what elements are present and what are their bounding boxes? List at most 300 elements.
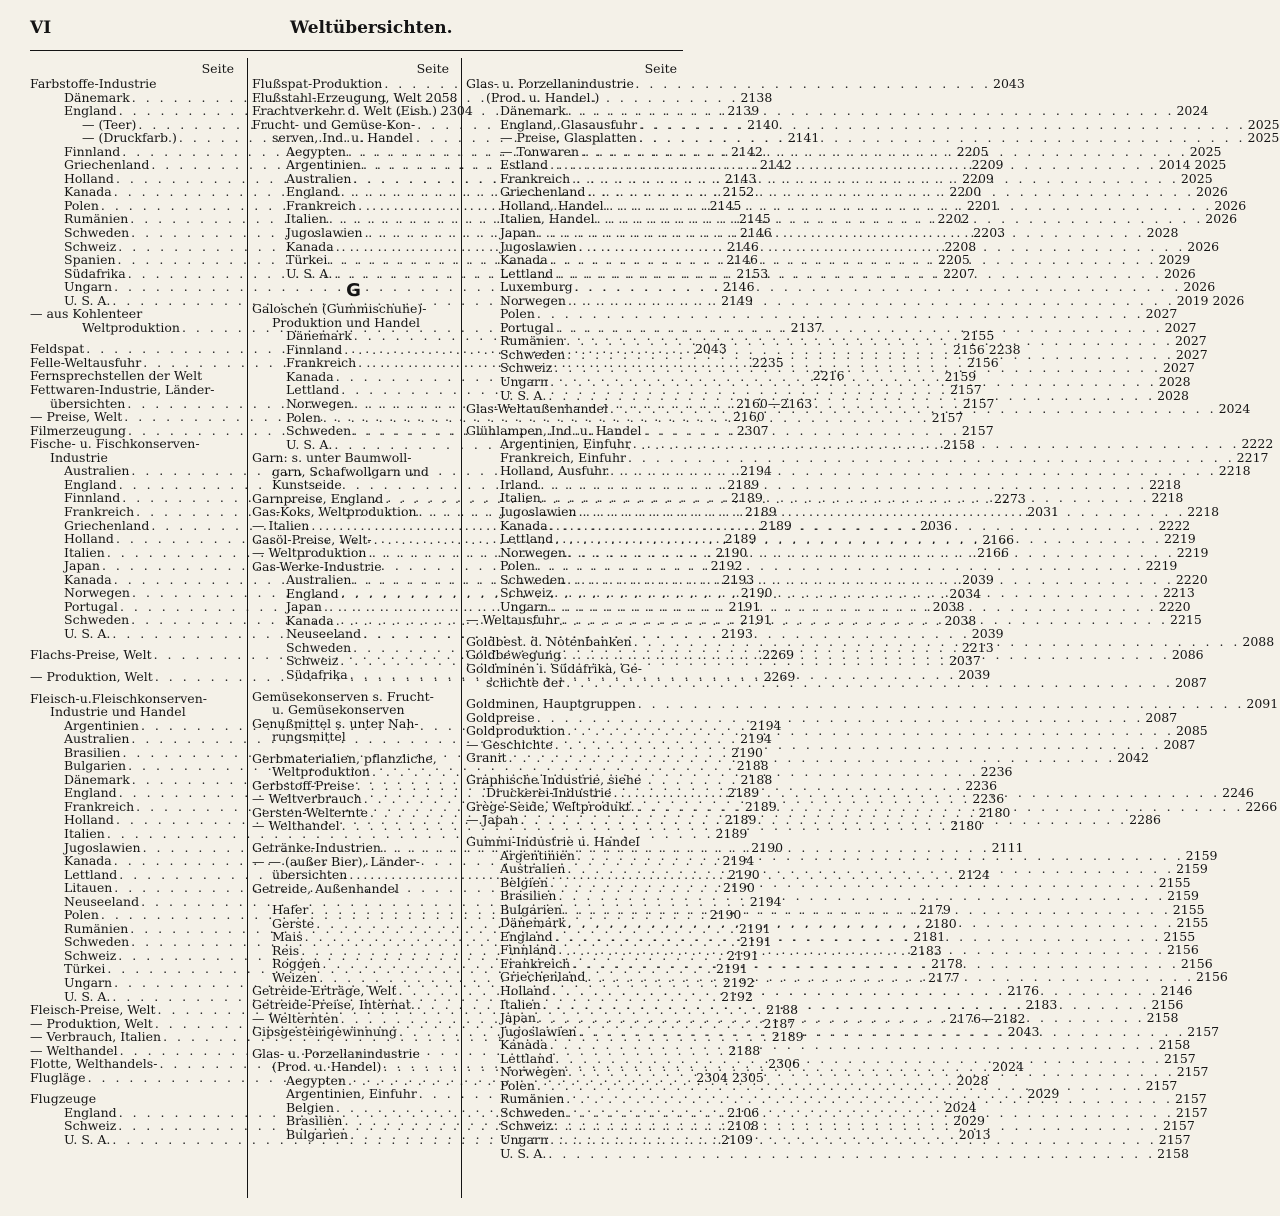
page-reference: 2157 bbox=[962, 396, 995, 412]
entry-label: Schweden bbox=[64, 934, 130, 950]
entry-label: Glühlampen, Ind. u. Handel bbox=[466, 422, 642, 438]
dot-leader bbox=[606, 199, 1213, 213]
page-reference: 2304 2305 bbox=[696, 1069, 764, 1085]
dot-leader bbox=[579, 1025, 1186, 1039]
index-entry bbox=[30, 383, 240, 397]
index-entry bbox=[252, 1047, 455, 1061]
page-reference: 2146 bbox=[726, 252, 759, 268]
entry-label: Holland bbox=[64, 170, 114, 186]
entry-label: Finnland bbox=[64, 143, 121, 159]
entry-label: Granit bbox=[466, 750, 507, 766]
entry-label: Argentinien bbox=[500, 847, 575, 863]
entry-label: Argentinien, Einfuhr bbox=[286, 1086, 417, 1102]
dot-leader bbox=[558, 943, 1165, 957]
page-reference: 2028 bbox=[1146, 225, 1179, 241]
page-reference: 2187 bbox=[763, 1015, 796, 1031]
entry-label: Türkei bbox=[286, 252, 328, 268]
entry-label: Portugal bbox=[64, 598, 118, 614]
page-reference: 2038 bbox=[944, 612, 977, 628]
entry-label: Polen bbox=[64, 907, 99, 923]
page-reference: 2213 bbox=[1162, 585, 1195, 601]
entry-label: Schweiz bbox=[286, 653, 339, 669]
page-reference: 2157 bbox=[961, 423, 994, 439]
entry-label: England bbox=[64, 103, 117, 119]
page-reference: 2220 bbox=[1175, 571, 1208, 587]
entry-label: Südafrika bbox=[64, 265, 126, 281]
column-header: Seite bbox=[416, 61, 449, 76]
entry-label: Polen bbox=[286, 409, 321, 425]
index-entry bbox=[252, 560, 455, 574]
entry-label: Kanada bbox=[500, 1037, 548, 1053]
entry-label: Schweden bbox=[500, 1104, 566, 1120]
page-reference: 2158 bbox=[1158, 1037, 1191, 1053]
entry-label: Bulgarien bbox=[500, 901, 563, 917]
index-entry bbox=[466, 449, 1269, 465]
entry-label: England, Glasausfuhr bbox=[500, 116, 638, 132]
entry-label: Japan bbox=[500, 225, 536, 241]
page-reference: 2019 2026 bbox=[1176, 292, 1245, 308]
page-reference: 2026 bbox=[1187, 238, 1220, 254]
entry-label: Getreide-Preise, Internat. bbox=[252, 997, 415, 1012]
entry-label: Frankreich, Einfuhr bbox=[500, 449, 626, 465]
entry-label: U. S. A. bbox=[500, 1145, 547, 1161]
page-reference: 2190 bbox=[731, 744, 763, 760]
dot-leader bbox=[566, 334, 1173, 348]
page-reference: 2027 bbox=[1175, 346, 1208, 362]
entry-label: Rumänien bbox=[500, 333, 565, 349]
page-reference: 2166 bbox=[977, 545, 1009, 561]
entry-label: Frankreich bbox=[64, 798, 135, 814]
entry-label: Fleisch-Preise, Welt bbox=[30, 1002, 156, 1018]
page-reference: 2219 bbox=[1176, 544, 1209, 560]
page-reference: 2190 bbox=[751, 839, 784, 855]
page-reference: 2091 bbox=[1246, 696, 1279, 712]
page-reference: 2142 bbox=[730, 143, 763, 159]
entry-label: Neuseeland bbox=[286, 626, 362, 642]
dot-leader bbox=[633, 437, 1240, 451]
page-reference: 2236 bbox=[980, 764, 1013, 780]
dot-leader bbox=[568, 546, 1175, 560]
page-reference: 2025 bbox=[1189, 143, 1222, 159]
entry-label: Frankreich bbox=[500, 955, 571, 971]
index-entry bbox=[466, 77, 683, 91]
index-entry bbox=[466, 1145, 1189, 1161]
column-header: Seite bbox=[201, 61, 234, 76]
page-reference: 2191 bbox=[716, 961, 748, 977]
page-reference: 2213 bbox=[961, 639, 994, 655]
entry-label: Aegypten bbox=[286, 1072, 346, 1088]
page-reference: 2192 bbox=[721, 988, 753, 1004]
page-reference: 2024 bbox=[944, 1099, 977, 1115]
entry-label: Getränke-Industrien bbox=[252, 839, 381, 855]
page-reference: 2307 bbox=[736, 422, 769, 438]
page-reference: 2200 bbox=[949, 184, 982, 200]
index-entry bbox=[466, 91, 683, 105]
page-reference: 2146 bbox=[1160, 983, 1193, 998]
entry-label: Kanada bbox=[286, 368, 334, 384]
dot-leader bbox=[639, 118, 1246, 132]
page-reference: 2014 2025 bbox=[1158, 157, 1227, 173]
dot-leader bbox=[548, 389, 1155, 403]
entry-label: Italien bbox=[500, 996, 541, 1012]
dot-leader bbox=[638, 697, 1245, 711]
entry-label: Schweden bbox=[286, 423, 352, 439]
entry-label: Schweiz bbox=[64, 238, 117, 254]
page-reference: 2203 bbox=[973, 225, 1006, 241]
page-reference: 2190 bbox=[722, 880, 755, 896]
entry-label: Japan bbox=[286, 599, 322, 615]
entry-label: Australien bbox=[64, 463, 130, 479]
entry-label: Felle-Weltausfuhr bbox=[30, 354, 142, 370]
entry-label: — (Teer) bbox=[82, 116, 137, 132]
entry-label: Griechenland bbox=[64, 517, 150, 533]
dot-leader bbox=[579, 505, 1186, 519]
page-reference: 2142 bbox=[760, 157, 792, 173]
entry-label: England bbox=[286, 585, 339, 601]
page-reference: 2189 bbox=[771, 1029, 804, 1045]
entry-label: Ungarn bbox=[500, 598, 549, 614]
entry-label: — (Druckfarb.) bbox=[82, 130, 177, 146]
dot-leader bbox=[537, 711, 1144, 725]
index-entry bbox=[252, 89, 458, 105]
entry-label: Reis bbox=[272, 942, 300, 958]
entry-label: Lettland bbox=[500, 531, 554, 547]
entry-label: Australien bbox=[64, 731, 130, 747]
page-reference: 2038 bbox=[932, 599, 965, 615]
entry-label: Lettland bbox=[500, 1050, 554, 1066]
entry-label: Fettwaren-Industrie, Länder- bbox=[30, 382, 215, 398]
entry-label: Produktion und Handel bbox=[272, 314, 420, 330]
page-reference: 2039 bbox=[971, 626, 1004, 642]
entry-label: Japan bbox=[500, 1010, 536, 1026]
page-reference: 2188 bbox=[740, 771, 773, 787]
page-reference: 2039 bbox=[958, 666, 991, 682]
page-reference: 2027 bbox=[1162, 360, 1195, 376]
page-reference: 2088 bbox=[1242, 633, 1275, 649]
page-reference: 2189 bbox=[724, 812, 757, 828]
entry-label: Norwegen bbox=[286, 396, 352, 412]
entry-label: Jugoslawien bbox=[286, 225, 363, 241]
page-reference: 2145 bbox=[709, 197, 742, 213]
index-entry bbox=[252, 690, 455, 704]
index-entry bbox=[252, 478, 455, 492]
entry-label: Gemüsekonserven s. Frucht- bbox=[252, 688, 434, 704]
page-reference: 2191 bbox=[739, 934, 772, 950]
page-reference: 2220 bbox=[1158, 598, 1191, 614]
entry-label: Frankreich bbox=[500, 170, 571, 186]
page-reference: 2157 bbox=[1174, 1091, 1207, 1107]
column-header: Seite bbox=[644, 61, 677, 76]
entry-label: Genußmittel s. unter Nah- bbox=[252, 715, 419, 731]
entry-label: England bbox=[64, 476, 117, 492]
index-entry bbox=[252, 752, 455, 766]
dot-leader bbox=[567, 573, 1174, 587]
entry-label: Schweden bbox=[64, 612, 130, 628]
page-reference: 2189 bbox=[730, 490, 763, 506]
page-reference: 2042 bbox=[1117, 750, 1149, 766]
page-reference: 2029 bbox=[953, 1113, 985, 1129]
page-reference: 2273 bbox=[993, 490, 1026, 506]
page-reference: 2086 bbox=[1171, 647, 1204, 663]
entry-label: Schweiz bbox=[500, 1118, 553, 1134]
entry-label: Garn: s. unter Baumwoll- bbox=[252, 450, 412, 466]
entry-label: Brasilien bbox=[500, 888, 557, 904]
page-reference: 2269 bbox=[762, 647, 795, 663]
entry-label: — Produktion, Welt bbox=[30, 1015, 153, 1031]
page-reference: 2194 bbox=[749, 717, 782, 733]
page-reference: 2218 bbox=[1187, 503, 1220, 519]
page-reference: 2179 bbox=[919, 902, 951, 918]
page-reference: 2028 bbox=[1158, 374, 1191, 390]
entry-label: Farbstoffe-Industrie bbox=[30, 76, 157, 91]
page-reference: 2205 bbox=[938, 252, 970, 268]
dot-leader bbox=[558, 889, 1165, 903]
page-reference: 2157 bbox=[1176, 1064, 1209, 1080]
entry-label: Kanada bbox=[500, 252, 548, 268]
entry-label: Glas- u. Porzellanindustrie bbox=[466, 76, 634, 91]
entry-label: Australien bbox=[500, 861, 566, 877]
page-reference: 2155 bbox=[1172, 901, 1205, 917]
index-entry bbox=[30, 705, 240, 719]
dot-leader bbox=[567, 724, 1174, 738]
page-reference: 2194 bbox=[722, 853, 755, 869]
page-reference: 2138 bbox=[740, 89, 773, 105]
entry-label: Gerste bbox=[272, 915, 315, 931]
dot-leader bbox=[567, 1106, 1174, 1120]
entry-label: Finnland bbox=[500, 942, 557, 958]
entry-label: Belgien bbox=[500, 874, 549, 890]
page-reference: 2191 bbox=[739, 612, 772, 628]
dot-leader bbox=[556, 321, 1163, 335]
page-reference: 2208 bbox=[944, 238, 977, 254]
page-reference: 2141 bbox=[787, 130, 820, 146]
index-entry bbox=[30, 451, 240, 465]
page-reference: 2025 bbox=[1180, 170, 1213, 186]
entry-label: Weltproduktion bbox=[272, 764, 370, 780]
index-entry bbox=[252, 703, 455, 717]
page-reference: 2085 bbox=[1175, 723, 1208, 739]
page-reference: 2193 bbox=[722, 571, 755, 587]
page-reference: 2157 bbox=[1145, 1077, 1178, 1093]
page-reference: 2159 bbox=[1167, 888, 1199, 904]
entry-label: Holland, Ausfuhr bbox=[500, 463, 609, 479]
page-reference: 2176 bbox=[1007, 983, 1040, 999]
entry-label: Schweden bbox=[286, 639, 352, 655]
entry-label: Holland, Handel bbox=[500, 197, 604, 213]
section-letter: G bbox=[346, 280, 361, 302]
page-reference: 2190 bbox=[715, 544, 748, 560]
page-reference: 2189 bbox=[727, 476, 760, 492]
dot-leader bbox=[577, 849, 1184, 863]
page-title: Weltübersichten. bbox=[290, 18, 453, 38]
page-reference: 2146 bbox=[739, 225, 772, 241]
dot-leader bbox=[628, 451, 1235, 465]
entry-label: Goldproduktion bbox=[466, 723, 566, 739]
page-reference: 2058 bbox=[425, 89, 458, 105]
entry-label: U. S. A. bbox=[64, 1132, 111, 1148]
entry-label: Ungarn bbox=[500, 1132, 549, 1148]
page-reference: 2189 bbox=[760, 517, 792, 533]
dot-leader bbox=[555, 930, 1162, 944]
dot-leader bbox=[581, 145, 1188, 159]
page-reference: 2155 bbox=[1176, 915, 1209, 931]
index-entry bbox=[30, 1092, 240, 1106]
entry-label: Portugal bbox=[500, 319, 554, 335]
dot-leader bbox=[554, 586, 1161, 600]
page-reference: 2217 bbox=[1236, 449, 1269, 465]
entry-label: — Welthandel bbox=[252, 818, 340, 834]
page-reference: 2026 bbox=[1163, 265, 1196, 281]
entry-label: Flußspat-Produktion bbox=[252, 76, 383, 91]
page-reference: 2207 bbox=[943, 265, 975, 281]
entry-label: Gersten-Welternte bbox=[252, 804, 368, 820]
entry-label: Gas-Werke-Industrie bbox=[252, 558, 382, 574]
dot-leader bbox=[567, 862, 1174, 876]
page-reference: 2137 bbox=[790, 319, 823, 335]
entry-label: Japan bbox=[64, 558, 100, 574]
entry-label: Rumänien bbox=[64, 920, 129, 936]
page-reference: 2034 bbox=[949, 585, 982, 601]
entry-label: Rumänien bbox=[500, 1091, 565, 1107]
entry-label: serven, Ind. u. Handel bbox=[272, 130, 413, 146]
entry-label: Glas-Weltaußenhandel bbox=[466, 401, 608, 417]
index-entry bbox=[252, 302, 455, 316]
page-reference: 2191 bbox=[726, 947, 759, 963]
page-reference: 2304 bbox=[441, 103, 473, 119]
dot-leader bbox=[554, 1119, 1161, 1133]
entry-label: Belgien bbox=[286, 1099, 335, 1115]
page-reference: 2189 bbox=[744, 503, 777, 519]
entry-label: Flußstahl-Erzeugung, Welt bbox=[252, 89, 422, 105]
index-entry bbox=[466, 773, 683, 787]
page-reference: 2159 bbox=[1185, 847, 1218, 863]
entry-label: — Verbrauch, Italien bbox=[30, 1029, 162, 1045]
entry-label: Grège-Seide, Weltprodukt. bbox=[466, 798, 635, 814]
index-entry bbox=[30, 77, 240, 91]
index-entry bbox=[252, 730, 455, 744]
page-reference: 2158 bbox=[1146, 1010, 1179, 1026]
entry-label: (Prod. u. Handel.) bbox=[486, 89, 600, 105]
page-reference: 2176—2182 bbox=[949, 1010, 1026, 1026]
entry-label: Rumänien bbox=[64, 211, 129, 227]
dot-leader bbox=[568, 294, 1175, 308]
page-reference: 2025 bbox=[1247, 130, 1280, 146]
entry-label: — Geschichte bbox=[466, 736, 553, 752]
entry-label: Ungarn bbox=[64, 279, 113, 295]
page-reference: 2194 bbox=[749, 893, 782, 909]
page-reference: 2157 bbox=[949, 382, 982, 398]
page-reference: 2202 bbox=[937, 211, 970, 227]
page-reference: 2160—2163 bbox=[736, 395, 813, 411]
entry-label: Ungarn bbox=[500, 374, 549, 390]
page-reference: 2087 bbox=[1145, 709, 1178, 725]
dot-leader bbox=[550, 1133, 1157, 1147]
page-reference: 2156 bbox=[1166, 942, 1199, 958]
dot-leader bbox=[575, 280, 1182, 294]
page-reference: 2306 bbox=[768, 1056, 800, 1072]
entry-label: Druckerei-Industrie bbox=[486, 785, 612, 801]
page-reference: 2218 bbox=[1218, 463, 1251, 479]
page-reference: 2189 bbox=[724, 531, 757, 547]
page-reference: 2156 bbox=[966, 355, 999, 371]
entry-label: Gummi-Industrie u. Handel bbox=[466, 833, 640, 849]
index-entry bbox=[252, 855, 455, 869]
entry-label: Italien bbox=[286, 211, 327, 227]
page-reference: 2027 bbox=[1145, 306, 1178, 322]
page-reference: 2157 bbox=[931, 409, 964, 425]
page-reference: 2157 bbox=[1163, 1050, 1196, 1066]
page-reference: 2158 bbox=[943, 436, 975, 452]
dot-leader bbox=[639, 131, 1246, 145]
page-reference: 2222 bbox=[1241, 436, 1274, 452]
page-reference: 2043 bbox=[1007, 1024, 1040, 1040]
dot-leader bbox=[637, 800, 1244, 814]
entry-label: U. S. A. bbox=[64, 292, 111, 308]
entry-label: Frankreich bbox=[64, 503, 135, 519]
page-reference: 2192 bbox=[722, 975, 755, 990]
page-reference: 2218 bbox=[1151, 490, 1184, 506]
page-reference: 2139 bbox=[727, 103, 760, 119]
dot-leader bbox=[566, 1092, 1173, 1106]
page-reference: 2087 bbox=[1163, 736, 1196, 752]
page-reference: 2190 bbox=[709, 907, 742, 923]
index-entry bbox=[466, 306, 1178, 322]
entry-label: Lettland bbox=[286, 382, 340, 398]
entry-label: Luxemburg bbox=[500, 279, 573, 295]
entry-label: Polen bbox=[64, 197, 99, 213]
page-reference: 2039 bbox=[962, 572, 994, 588]
dot-leader bbox=[509, 751, 1116, 765]
page-reference: 2028 bbox=[956, 1072, 989, 1088]
dot-leader bbox=[568, 916, 1175, 930]
page-reference: 2194 bbox=[740, 731, 772, 747]
entry-label: Schweiz bbox=[64, 947, 117, 963]
entry-label: Goldbest. d. Notenbanken bbox=[466, 633, 632, 649]
entry-label: Aegypten bbox=[286, 143, 346, 159]
page-reference: 2194 bbox=[740, 463, 772, 479]
index-entry bbox=[252, 882, 455, 896]
entry-label: übersichten bbox=[50, 395, 126, 411]
page-reference: 2043 bbox=[694, 341, 727, 357]
entry-label: Jugoslawien bbox=[500, 503, 577, 519]
entry-label: England bbox=[286, 184, 339, 200]
entry-label: Getreide, Außenhandel bbox=[252, 880, 399, 896]
dot-leader bbox=[537, 1079, 1144, 1093]
page-reference: 2140 bbox=[747, 116, 779, 132]
page-reference: 2026 bbox=[1205, 211, 1238, 227]
entry-label: Holland bbox=[64, 531, 114, 547]
page-reference: 2246 bbox=[1222, 785, 1254, 801]
page-reference: 2157 bbox=[1158, 1132, 1191, 1148]
entry-label: Neuseeland bbox=[64, 893, 140, 909]
page-reference: 2188 bbox=[736, 758, 769, 774]
entry-label: England bbox=[64, 1104, 117, 1120]
page-reference: 2043 bbox=[993, 76, 1025, 91]
entry-label: — aus Kohlenteer bbox=[30, 306, 143, 322]
entry-label: England bbox=[64, 785, 117, 801]
page-reference: 2158 bbox=[1157, 1145, 1189, 1161]
page-reference: 2124 bbox=[958, 867, 990, 883]
dot-leader bbox=[550, 158, 1157, 172]
page-reference: 2029 bbox=[1027, 1086, 1060, 1102]
entry-label: Gas-Koks, Weltproduktion bbox=[252, 504, 417, 520]
page-reference: 2269 bbox=[763, 668, 796, 684]
entry-label: Estland bbox=[500, 157, 549, 173]
entry-label: Graphische Industrie, siehe bbox=[466, 771, 642, 787]
page-reference: 2180 bbox=[978, 804, 1011, 820]
entry-label: Dänemark bbox=[64, 89, 130, 105]
entry-label: Australien bbox=[286, 572, 352, 588]
